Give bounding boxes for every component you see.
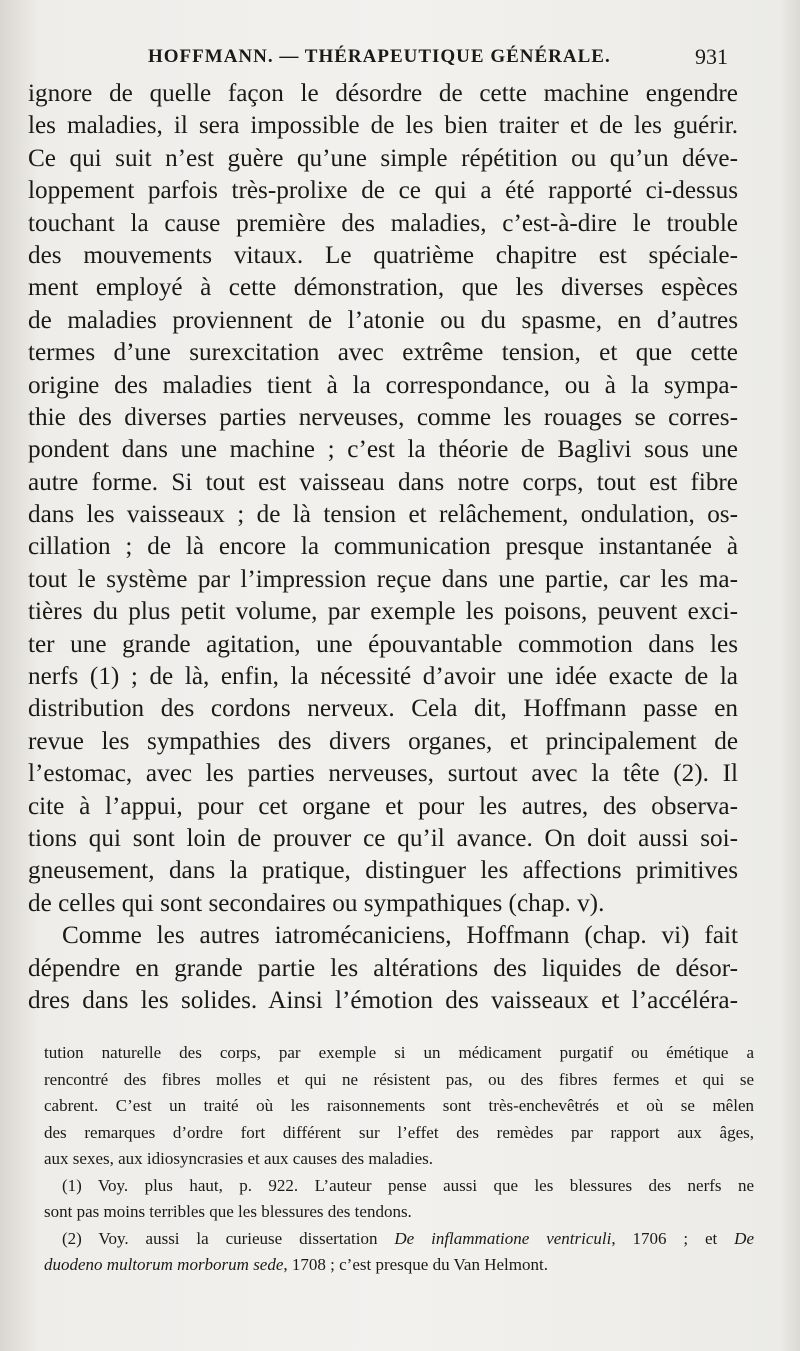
body-line: revue les sympathies des divers organes, et principalement de [28, 727, 738, 755]
running-title: HOFFMANN. — THÉRAPEUTIQUE GÉNÉRALE. [148, 46, 611, 67]
footnote-2-mid: , 1706 ; et [611, 1228, 735, 1248]
body-line: de maladies proviennent de l’atonie ou du spasme, en d’autres [28, 306, 738, 334]
body-line: Ce qui suit n’est guère qu’une simple répétition ou qu’un déve- [28, 144, 738, 172]
footnote-line: tution naturelle des corps, par exemple si un médicament purgatif ou émétique a [44, 1043, 754, 1062]
footnote-2-title2-start: De [734, 1228, 754, 1248]
body-line: dans les vaisseaux ; de là tension et relâchement, ondulation, os- [28, 501, 738, 529]
body-line: loppement parfois très-prolixe de ce qui a été rapporté ci-dessus [28, 177, 738, 205]
body-line: dres dans les solides. Ainsi l’émotion des vaisseaux et l’accéléra- [28, 986, 738, 1014]
footnote-2-line [44, 1226, 754, 1253]
body-line: les maladies, il sera impossible de les bien traiter et de les guérir. [28, 112, 738, 140]
page-header [0, 42, 800, 82]
footnote-1-line: (1) Voy. plus haut, p. 922. L’auteur pense aussi que les blessures des nerfs ne [62, 1175, 754, 1195]
body-line: tout le système par l’impression reçue dans une partie, car les ma- [28, 565, 738, 593]
body-line: termes d’une surexcitation avec extrême tension, et que cette [28, 339, 738, 367]
paragraph-start-line: Comme les autres iatromécaniciens, Hoffmann (chap. vi) fait [62, 922, 738, 950]
body-line: l’estomac, avec les parties nerveuses, surtout avec la tête (2). Il [28, 760, 738, 788]
body-line: tières du plus petit volume, par exemple les poisons, peuvent exci- [28, 598, 738, 626]
body-line: tions qui sont loin de prouver ce qu’il avance. On doit aussi soi- [28, 824, 738, 852]
footnote-2-line [44, 1252, 754, 1279]
body-line: dépendre en grande partie les altérations des liquides de désor- [28, 954, 738, 982]
body-line: des mouvements vitaux. Le quatrième chapitre est spéciale- [28, 241, 738, 269]
page-number: 931 [695, 44, 728, 69]
footnote-2-title: De inflammatione ventriculi [394, 1228, 612, 1248]
footnote-line: rencontré des fibres molles et qui ne résistent pas, ou des fibres fermes et qui se [44, 1069, 754, 1089]
footnote-1-line: sont pas moins terribles que les blessures des tendons. [44, 1202, 412, 1221]
body-line: cillation ; de là encore la communication presque instantanée à [28, 533, 738, 561]
footnote-2-suffix: , 1708 ; c’est presque du Van Helmont. [283, 1255, 548, 1274]
footnote-2-prefix: (2) Voy. aussi la curieuse dissertation [62, 1228, 395, 1248]
body-line: thie des diverses parties nerveuses, comme les rouages se corres- [28, 403, 738, 431]
body-line: de celles qui sont secondaires ou sympathiques (chap. v). [28, 889, 605, 917]
body-line: pondent dans une machine ; c’est la théorie de Baglivi sous une [28, 436, 738, 464]
body-text [28, 78, 738, 1017]
body-line: ment employé à cette démonstration, que les diverses espèces [28, 274, 738, 302]
footnote-line: aux sexes, aux idiosyncrasies et aux causes des maladies. [44, 1149, 433, 1168]
body-line: ter une grande agitation, une épouvantable commotion dans les [28, 630, 738, 658]
body-line: touchant la cause première des maladies, c’est-à-dire le trouble [28, 209, 738, 237]
body-line: origine des maladies tient à la correspondance, ou à la sympa- [28, 371, 738, 399]
footnote-line: cabrent. C’est un traité où les raisonnements sont très-enchevêtrés et où se mêlen [44, 1096, 754, 1115]
body-line: ignore de quelle façon le désordre de cette machine engendre [28, 80, 738, 107]
body-line: cite à l’appui, pour cet organe et pour les autres, des observa- [28, 792, 738, 820]
footnote-2-title2: duodeno multorum morborum sede [44, 1255, 284, 1274]
body-line: distribution des cordons nerveux. Cela dit, Hoffmann passe en [28, 695, 738, 723]
body-line: gneusement, dans la pratique, distinguer les affections primitives [28, 857, 738, 885]
body-line: autre forme. Si tout est vaisseau dans notre corps, tout est fibre [28, 468, 738, 496]
footnotes [44, 1040, 754, 1279]
footnote-line: des remarques d’ordre fort différent sur l’effet des remèdes par rapport aux âges, [44, 1122, 754, 1142]
body-line: nerfs (1) ; de là, enfin, la nécessité d’avoir une idée exacte de la [28, 663, 738, 691]
